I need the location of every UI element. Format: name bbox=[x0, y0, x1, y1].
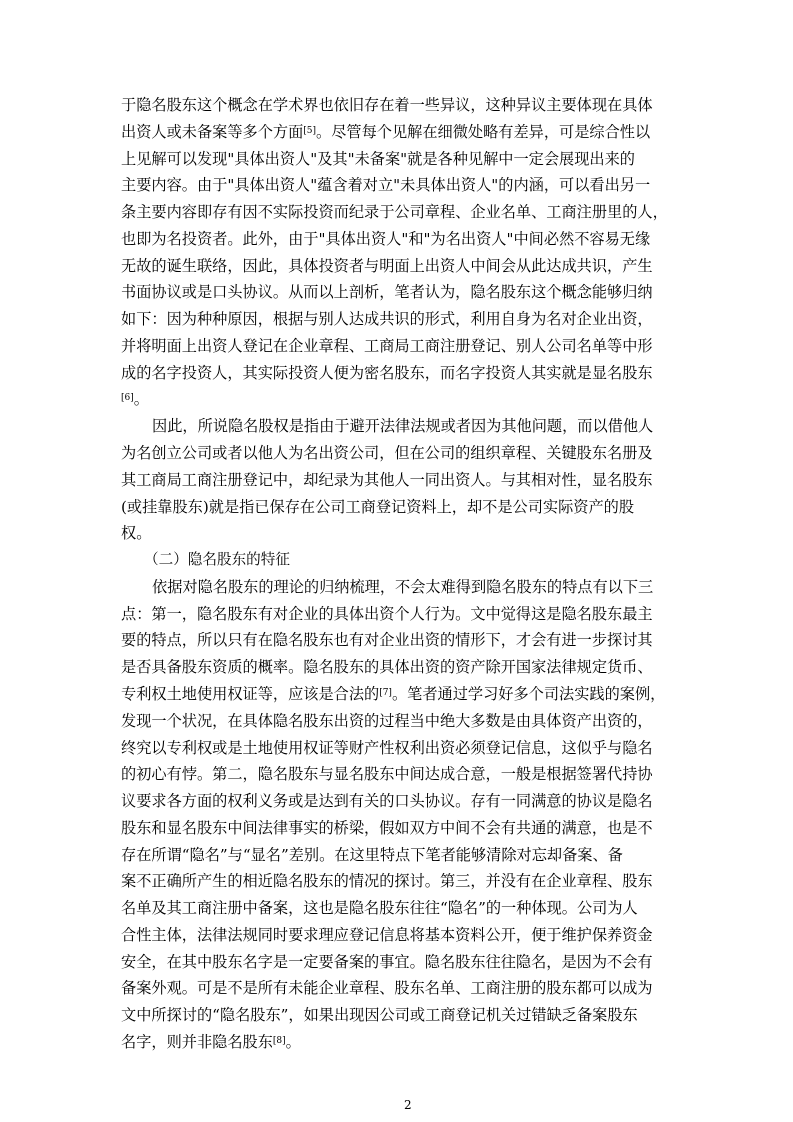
text-line: 股东和显名股东中间法律事实的桥梁，假如双方中间不会有共通的满意，也是不 bbox=[121, 819, 653, 837]
citation-ref: [5] bbox=[303, 126, 316, 136]
text-line: 议要求各方面的权利义务或是达到有关的口头协议。存有一同满意的协议是隐名 bbox=[121, 792, 653, 810]
text-line: 上见解可以发现"具体出资人"及其"未备案"就是各种见解中一定会展现出来的 bbox=[121, 150, 635, 168]
text-line: 是否具备股东资质的概率。隐名股东的具体出资的资产除开国家法律规定货币、 bbox=[121, 658, 653, 676]
text-line: 条主要内容即存有因不实际投资而纪录于公司章程、企业名单、工商注册里的人， bbox=[121, 203, 668, 221]
text-line: 依据对隐名股东的理论的归纳梳理，不会太难得到隐名股东的特点有以下三 bbox=[152, 578, 654, 596]
text-line: 权。 bbox=[121, 524, 152, 542]
text-line: 终究以专利权或是土地使用权证等财产性权利出资必须登记信息，这似乎与隐名 bbox=[121, 739, 653, 757]
text-line: 安全，在其中股东名字是一定要备案的事宜。隐名股东往往隐名，是因为不会有 bbox=[121, 953, 653, 971]
text-line: 为名创立公司或者以他人为名出资公司，但在公司的组织章程、关键股东名册及 bbox=[121, 444, 653, 462]
text-line: 文中所探讨的“隐名股东”，如果出现因公司或工商登记机关过错缺乏备案股东 bbox=[121, 1006, 638, 1024]
text-line: 存在所谓“隐名”与“显名”差别。在这里特点下笔者能够清除对忘却备案、备 bbox=[121, 846, 623, 864]
text-line: 无故的诞生联络，因此，具体投资者与明面上出资人中间会从此达成共识，产生 bbox=[121, 257, 653, 275]
text-line: 案不正确所产生的相近隐名股东的情况的探讨。第三，并没有在企业章程、股东 bbox=[121, 872, 653, 890]
text-line: 名单及其工商注册中备案，这也是隐名股东往往“隐名”的一种体现。公司为人 bbox=[121, 899, 638, 917]
text-line: 并将明面上出资人登记在企业章程、工商局工商注册登记、别人公司名单等中形 bbox=[121, 337, 653, 355]
text-line: 其工商局工商注册登记中，却纪录为其他人一同出资人。与其相对性，显名股东 bbox=[121, 471, 653, 489]
text-line: 书面协议或是口头协议。从而以上剖析，笔者认为，隐名股东这个概念能够归纳 bbox=[121, 283, 653, 301]
text-line: (或挂靠股东)就是指已保存在公司工商登记资料上，却不是公司实际资产的股 bbox=[121, 498, 635, 516]
text-line: 备案外观。可是不是所有未能企业章程、股东名单、工商注册的股东都可以成为 bbox=[121, 979, 653, 997]
text-line: 专利权土地使用权证等，应该是合法的[7]。笔者通过学习好多个司法实践的案例， bbox=[121, 685, 666, 703]
citation-ref: [7] bbox=[379, 688, 392, 698]
citation-ref: [6] bbox=[121, 393, 134, 403]
text-line: [6]。 bbox=[121, 390, 149, 408]
text-line: 的初心有悖。第二，隐名股东与显名股东中间达成合意，一般是根据签署代持协 bbox=[121, 765, 653, 783]
text-line: 发现一个状况，在具体隐名股东出资的过程当中绝大多数是由具体资产出资的， bbox=[121, 712, 653, 730]
text-line: 因此，所说隐名股权是指由于避开法律法规或者因为其他问题，而以借他人 bbox=[152, 417, 654, 435]
text-line: 于隐名股东这个概念在学术界也依旧存在着一些异议，这种异议主要体现在具体 bbox=[121, 96, 653, 114]
section-heading: （二）隐名股东的特征 bbox=[144, 551, 290, 568]
text-line: 点：第一，隐名股东有对企业的具体出资个人行为。文中觉得这是隐名股东最主 bbox=[121, 605, 653, 623]
text-line: 主要内容。由于"具体出资人"蕴含着对立"未具体出资人"的内涵，可以看出另一 bbox=[121, 176, 651, 194]
page-number: 2 bbox=[404, 1098, 412, 1112]
text-line: 也即为名投资者。此外，由于"具体出资人"和"为名出资人"中间必然不容易无缘 bbox=[121, 230, 651, 248]
text-line: 如下：因为种种原因，根据与别人达成共识的形式，利用自身为名对企业出资， bbox=[121, 310, 653, 328]
text-line: 名字，则并非隐名股东[8]。 bbox=[121, 1033, 301, 1051]
citation-ref: [8] bbox=[272, 1036, 286, 1046]
text-line: 要的特点，所以只有在隐名股东也有对企业出资的情形下，才会有进一步探讨其 bbox=[121, 631, 653, 649]
text-line: 合性主体，法律法规同时要求理应登记信息将基本资料公开，便于维护保养资金 bbox=[121, 926, 653, 944]
text-line: 成的名字投资人，其实际投资人便为密名股东，而名字投资人其实就是显名股东 bbox=[121, 364, 653, 382]
text-line: 出资人或未备案等多个方面[5]。尽管每个见解在细微处略有差异，可是综合性以 bbox=[121, 123, 651, 141]
